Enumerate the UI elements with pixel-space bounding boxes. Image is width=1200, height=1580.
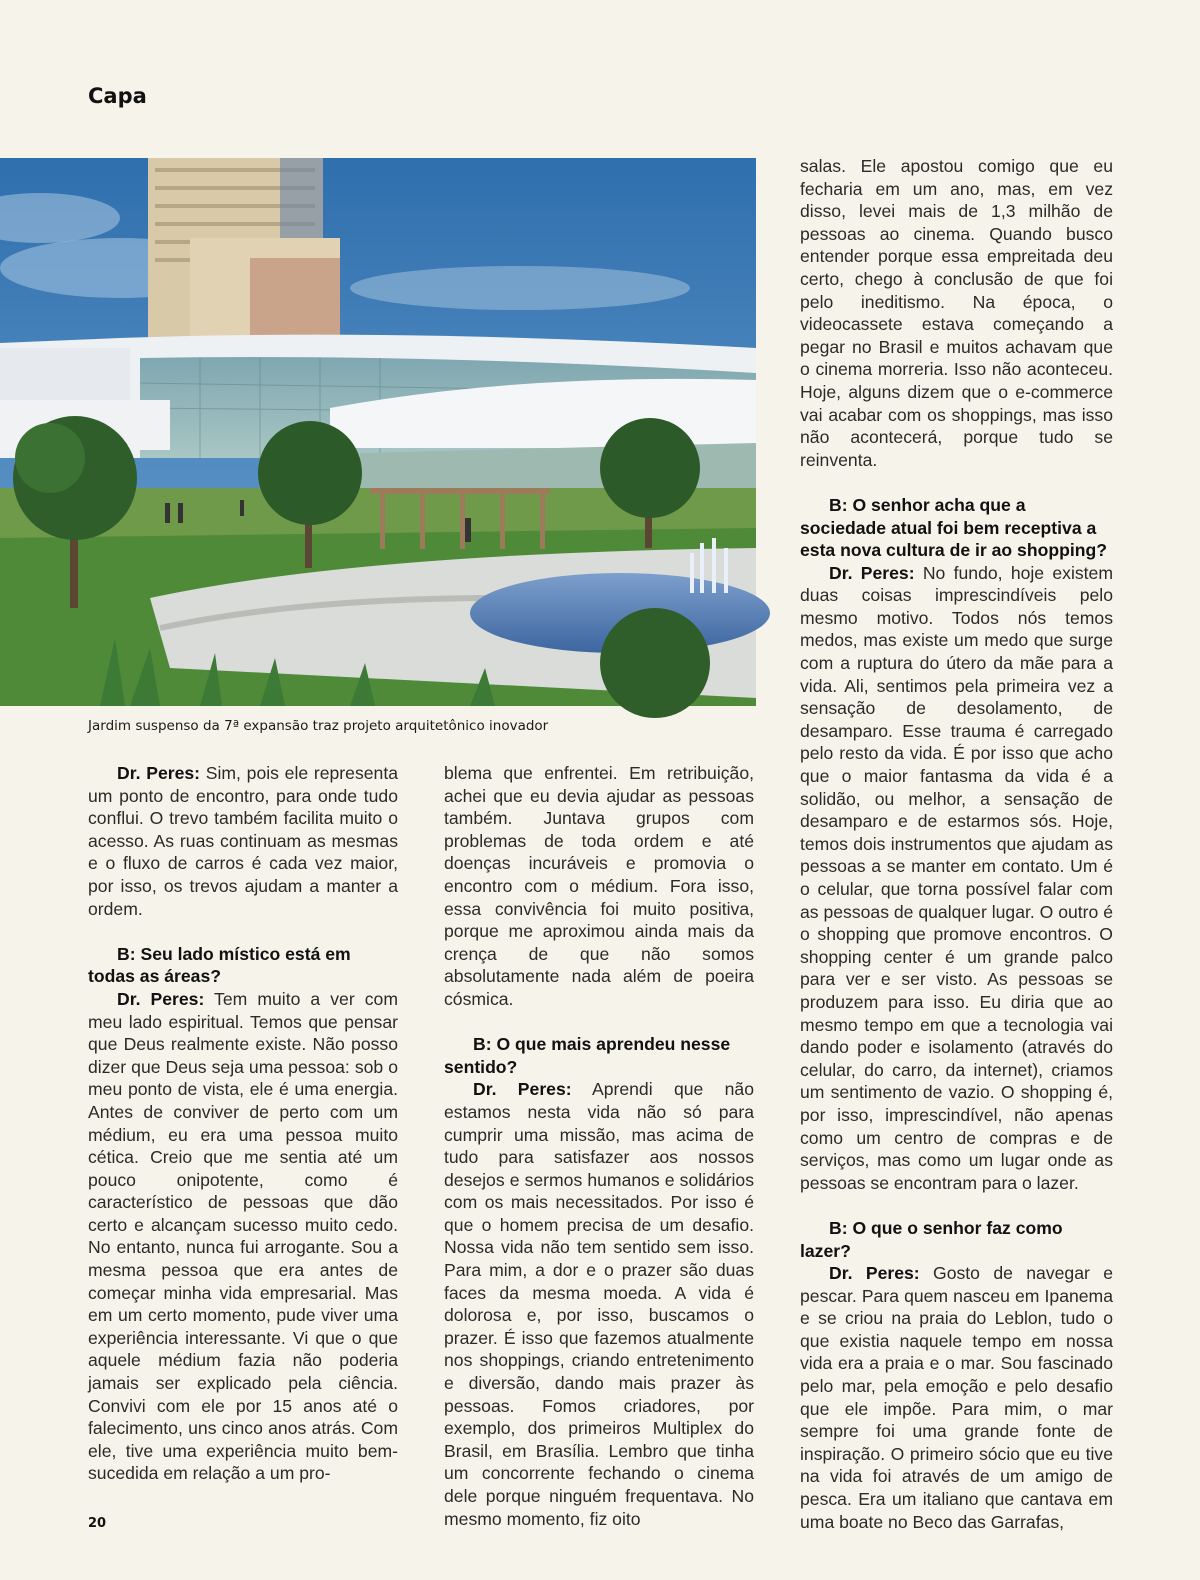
paragraph	[88, 762, 398, 920]
speaker-label: Dr. Peres:	[117, 763, 200, 783]
interview-question: B: O que mais aprendeu nesse sentido?	[444, 1034, 731, 1077]
paragraph-text: Aprendi que não estamos nesta vida não só para cumprir uma missão, mas acima de tudo para satisfazer aos nossos desejos e sermos humanos e solidários com os mais necessitados. Por isso é que o homem precisa de um desafio. Nossa vida não tem sentido sem isso. Para mim, a dor e o prazer são duas faces da mesma moeda. A vida é dolorosa e, por isso, buscamos o prazer. É isso que fazemos atualmente nos shoppings, criando entretenimento e diversão, dando mais prazer às pessoas. Fomos criadores, por exemplo, dos primeiros Multiplex do Brasil, em Brasília. Lembro que tinha um concorrente fechando o cinema dele porque ninguém frequentava. No mesmo momento, fiz oito	[444, 1079, 755, 1529]
paragraph-text: blema que enfrentei. Em retribuição, achei que eu devia ajudar as pessoas também. Juntava grupos com problemas de toda ordem e até doenças incuráveis e promovia o encontro com o médium. Fora isso, essa convivência foi muito positiva, porque me aproximou ainda mais da crença de que não somos absolutamente nada além de poeira cósmica.	[444, 763, 754, 1009]
page-number: 20	[88, 1516, 107, 1531]
speaker-label: Dr. Peres:	[829, 562, 915, 583]
text-column-3	[800, 155, 1113, 1532]
paragraph	[444, 762, 754, 1011]
speaker-label: Dr. Peres:	[117, 988, 205, 1009]
paragraph-text: No fundo, hoje existem duas coisas imprescindíveis pelo mesmo motivo. Todos nós temos medos, mas existe um medo que surge com a ruptura do útero da mãe para a vida. Ali, sentimos pela primeira vez a sensação de desolamento, de desamparo. Esse trauma é carregado pelo resto da vida. É por isso que acho que o maior fantasma da vida é a solidão, ou melhor, a sensação de desamparo e de estarmos sós. Hoje, temos dois instrumentos que ajudam as pessoas a se manter em contato. Um é o celular, que torna possível falar com as pessoas de qualquer lugar. O outro é o shopping que promove encontros. O shopping center é um grande palco para ver e ser visto. As pessoas se produzem para isso. Eu diria que ao mesmo tempo em que a tecnologia vai dando poder e isolamento (através do celular, do carro, da internet), criamos um sentimento de vazio. O shopping é, por isso, imprescindível, não apenas como um centro de compras e de serviços, mas como um lugar onde as pessoas se encontram para o lazer.	[800, 562, 1113, 1193]
paragraph-text: salas. Ele apostou comigo que eu fecharia em um ano, mas, em vez disso, levei mais de 1,3 milhão de pessoas ao cinema. Quando busco entender porque essa empreitada deu certo, chego à conclusão de que foi pelo ineditismo. Na época, o videocassete estava começando a pegar no Brasil e muitos achavam que o cinema morreria. Isso não aconteceu. Hoje, alguns dizem que o e-commerce vai acabar com os shoppings, mas isso não acontecerá, porque tudo se reinventa.	[800, 156, 1113, 470]
paragraph	[88, 988, 398, 1485]
text-column-1	[88, 762, 398, 1492]
paragraph-text: Tem muito a ver com meu lado espiritual. Temos que pensar que Deus realmente existe. Não posso dizer que Deus seja uma pessoa: sob o meu ponto de vista, ele é uma energia. Antes de conviver de perto com um médium, eu era uma pessoa muito cética. Creio que me sentia até um pouco onipotente, como é característico de pessoas que dão certo e alcançam sucesso muito cedo. No entanto, nunca fui arrogante. Sou a mesma pessoa que era antes de começar minha vida empresarial. Mas em um certo momento, pude viver uma experiência interessante. Vi que o que aquele médium fazia não poderia jamais ser explicado pela ciência. Convivi com ele por 15 anos até o falecimento, uns cinco anos atrás. Com ele, tive uma experiência muito bem-sucedida em relação a um pro-	[88, 988, 398, 1484]
speaker-label: Dr. Peres:	[829, 1263, 920, 1284]
paragraph-text: Gosto de navegar e pescar. Para quem nasceu em Ipanema e se criou na praia do Leblon, tudo o que existia naquele tempo em nossa vida era a praia e o mar. Sou fascinado pelo mar, pela emoção e pelo desafio que ele impõe. Para mim, o mar sempre foi uma grande fonte de inspiração. O primeiro sócio que eu tive na vida foi através de um amigo de pesca. Era um italiano que cantava em uma boate no Beco das Garrafas,	[800, 1263, 1113, 1532]
paragraph	[800, 155, 1113, 471]
interview-question: B: O que o senhor faz como lazer?	[800, 1217, 1063, 1261]
interview-question: B: Seu lado místico está em todas as áreas?	[88, 943, 351, 987]
text-column-2	[444, 762, 755, 1529]
architecture-photo	[0, 158, 756, 706]
paragraph	[800, 562, 1113, 1195]
interview-question: B: O senhor acha que a sociedade atual foi bem receptiva a esta nova cultura de ir ao shopping?	[800, 494, 1107, 561]
paragraph	[444, 1078, 754, 1530]
photo-caption: Jardim suspenso da 7ª expansão traz projeto arquitetônico inovador	[88, 718, 549, 734]
paragraph	[800, 1262, 1113, 1533]
section-label: Capa	[88, 84, 147, 108]
speaker-label: Dr. Peres:	[473, 1079, 572, 1100]
paragraph-text: Sim, pois ele representa um ponto de encontro, para onde tudo conflui. O trevo também facilita muito o acesso. As ruas continuam as mesmas e o fluxo de carros é cada vez maior, por isso, os trevos ajudam a manter a ordem.	[88, 763, 398, 919]
